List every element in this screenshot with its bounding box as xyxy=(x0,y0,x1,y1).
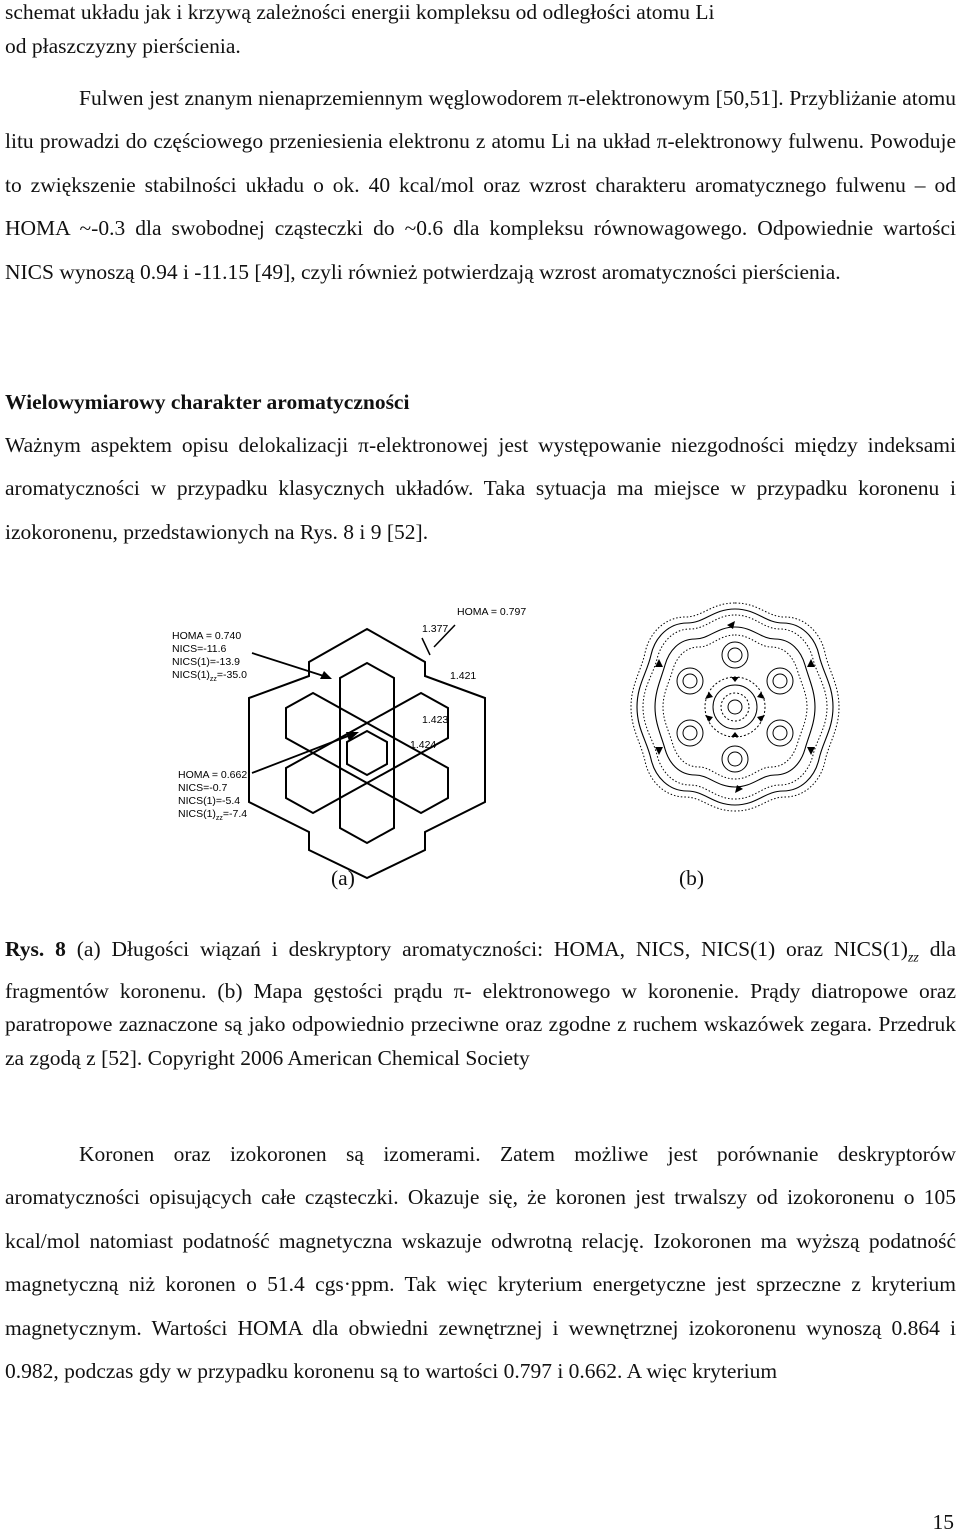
bond-length-3: 1.423 xyxy=(422,714,449,726)
outer-contour xyxy=(637,609,833,805)
caption-text-1: (a) Długości wiązań i deskryptory aromatyczności: HOMA, NICS, NICS(1) oraz NICS(1) xyxy=(65,937,908,961)
intro-line-1: schemat układu jak i krzywą zależności energii kompleksu od odległości atomu Li xyxy=(5,0,715,24)
current-density-map xyxy=(631,603,839,811)
outer-ring-top-left xyxy=(286,693,340,753)
panel-b-label: (b) xyxy=(679,866,705,890)
inner-homa-label: HOMA = 0.662 xyxy=(178,769,248,781)
perimeter-homa-label: HOMA = 0.797 xyxy=(457,606,527,618)
figure-svg xyxy=(160,595,950,895)
figure-rys-8 xyxy=(160,595,950,895)
caption-text-2: dla fragmentów koronenu. (b) Mapa gęstości prądu π- elektronowego w koronenie. Prądy diatropowe oraz paratropowe zaznaczone są jako odpowiednio przeciwne oraz zgodne z ruchem wskazówek zegara. Przedruk za zgodą z [52]. Copyright 2006 American Chemical Society xyxy=(5,937,956,1070)
final-paragraph: Koronen oraz izokoronen są izomerami. Zatem możliwe jest porównanie deskryptorów aromatyczności opisujących całe cząsteczki. Okazuje się, że koronen jest trwalszy od izokoronenu o 105 kcal/mol natomiast podatność magnetyczna wskazuje odwrotną relację. Izokoronen ma wyższą podatność magnetyczną niż koronen o 51.4 cgs·ppm. Tak więc kryterium energetyczne jest sprzeczne z kryterium magnetycznym. Wartości HOMA dla obwiedni zewnętrznej i wewnętrznej izokoronenu wynoszą 0.864 i 0.982, podczas gdy w przypadku koronenu są to wartości 0.797 i 0.662. A więc kryterium xyxy=(5,1142,956,1384)
bond-length-1: 1.377 xyxy=(422,623,449,635)
figure-caption xyxy=(5,933,956,1075)
bond-length-4: 1.424 xyxy=(410,739,437,751)
outer-nics1zz-label: $NICS(1)_{zz}=-35.0$ xyxy=(172,669,247,683)
caption-sub: zz xyxy=(907,950,919,966)
outer-ring-top xyxy=(340,663,394,723)
inner-hexagon xyxy=(347,731,387,775)
caption-label: Rys. 8 xyxy=(5,937,66,961)
inner-nics-label: NICS=-0.7 xyxy=(178,782,228,794)
coronene-structure xyxy=(249,625,485,878)
fulwen-paragraph: Fulwen jest znanym nienaprzemiennym węglowodorem π-elektronowym [50,51]. Przybliżanie atomu litu prowadzi do częściowego przeniesienia elektronu z atomu Li na układ π-elektronowy fulwenu. Powoduje to zwiększenie stabilności układu o ok. 40 kcal/mol oraz wzrost charakteru aromatycznego fulwenu – od HOMA ~-0.3 dla swobodnej cząsteczki do ~0.6 dla kompleksu równowagowego. Odpowiednie wartości NICS wynoszą 0.94 i -11.15 [49], czyli również potwierdzają wzrost aromatyczności pierścienia. xyxy=(5,86,956,284)
intro-line-2: od płaszczyzny pierścienia. xyxy=(5,34,241,58)
inner-nics1zz-label: $NICS(1)_{zz}=-7.4$ xyxy=(178,808,248,822)
outer-homa-label: HOMA = 0.740 xyxy=(172,630,242,642)
outer-ring-bottom-right xyxy=(394,753,448,813)
panel-a-label: (a) xyxy=(331,866,355,890)
outer-nics-label: NICS=-11.6 xyxy=(172,643,227,655)
section-heading: Wielowymiarowy charakter aromatyczności xyxy=(5,390,410,414)
outer-ring-bottom-left xyxy=(286,753,340,813)
section-paragraph: Ważnym aspektem opisu delokalizacji π-elektronowej jest występowanie niezgodności między indeksami aromatyczności w przypadku klasycznych układów. Taka sytuacja ma miejsce w przypadku koronenu i izokoronenu, przedstawionych na Rys. 8 i 9 [52]. xyxy=(5,433,956,544)
outer-nics1-label: NICS(1)=-13.9 xyxy=(172,656,240,668)
bond-length-2: 1.421 xyxy=(450,670,477,682)
page-number: 15 xyxy=(932,1510,954,1534)
inner-nics1-label: NICS(1)=-5.4 xyxy=(178,795,241,807)
outer-ring-bottom xyxy=(340,783,394,843)
perimeter-contour xyxy=(249,629,485,878)
